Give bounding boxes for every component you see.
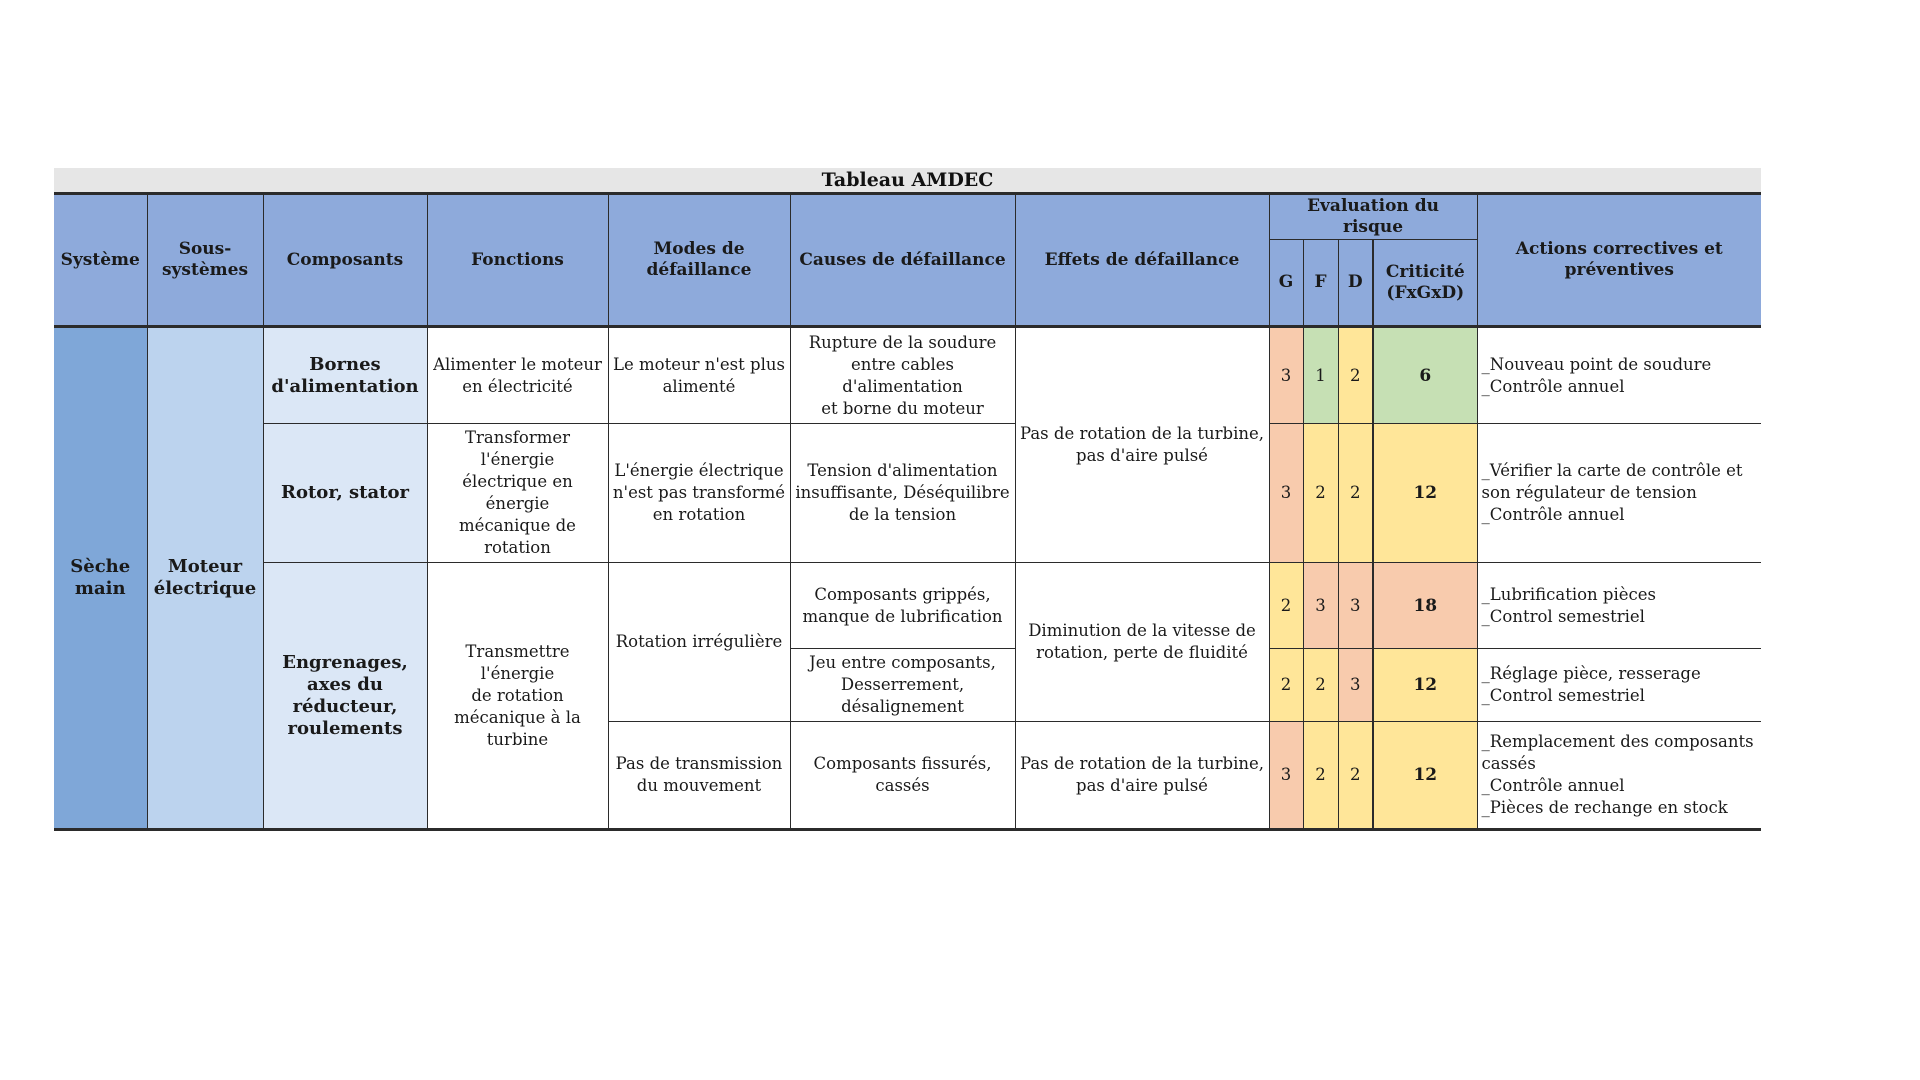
cause-cell: Composants grippés, manque de lubrification: [790, 563, 1015, 649]
action-item: _Control semestriel: [1481, 686, 1645, 705]
score-d: 3: [1338, 563, 1373, 649]
actions-cell: [1477, 327, 1761, 424]
composant-cell: Bornes d'alimentation: [263, 327, 427, 424]
header-f: F: [1303, 240, 1338, 327]
actions-cell: [1477, 649, 1761, 722]
table-row: [54, 563, 1761, 649]
criticite-cell: 6: [1373, 327, 1477, 424]
action-item: _Contrôle annuel: [1481, 505, 1625, 524]
cause-cell: Composants fissurés, cassés: [790, 722, 1015, 830]
header-d: D: [1338, 240, 1373, 327]
header-effets: Effets de défaillance: [1015, 194, 1269, 327]
score-f: 2: [1303, 424, 1338, 563]
action-item: _Remplacement des composants cassés: [1481, 732, 1754, 773]
action-item: _Control semestriel: [1481, 606, 1645, 626]
criticite-cell: 12: [1373, 722, 1477, 830]
cause-cell: Jeu entre composants, Desserrement, désalignement: [790, 649, 1015, 722]
criticite-cell: 18: [1373, 563, 1477, 649]
cause-cell: Tension d'alimentation insuffisante, Déséquilibre de la tension: [790, 424, 1015, 563]
mode-cell: Rotation irrégulière: [608, 563, 790, 722]
header-sous-systemes: Sous- systèmes: [147, 194, 263, 327]
action-item: _Vérifier la carte de contrôle et son régulateur de tension: [1481, 461, 1743, 502]
header-g: G: [1269, 240, 1303, 327]
mode-cell: Le moteur n'est plus alimenté: [608, 327, 790, 424]
mode-cell: L'énergie électrique n'est pas transformé en rotation: [608, 424, 790, 563]
score-g: 3: [1269, 424, 1303, 563]
score-g: 2: [1269, 649, 1303, 722]
composant-cell: Rotor, stator: [263, 424, 427, 563]
score-f: 1: [1303, 327, 1338, 424]
mode-cell: Pas de transmission du mouvement: [608, 722, 790, 830]
header-criticite: Criticité (FxGxD): [1373, 240, 1477, 327]
score-f: 2: [1303, 649, 1338, 722]
score-g: 2: [1269, 563, 1303, 649]
cause-cell: Rupture de la soudure entre cables d'alimentation et borne du moteur: [790, 327, 1015, 424]
score-d: 2: [1338, 722, 1373, 830]
action-item: _Nouveau point de soudure: [1481, 354, 1712, 374]
action-item: _Contrôle annuel: [1481, 376, 1625, 396]
action-item: _Pièces de rechange en stock: [1481, 798, 1728, 817]
amdec-table: [54, 192, 1761, 831]
effet-cell: Pas de rotation de la turbine, pas d'aire pulsé: [1015, 722, 1269, 830]
score-d: 3: [1338, 649, 1373, 722]
header-composants: Composants: [263, 194, 427, 327]
systeme-cell: Sèche main: [54, 327, 147, 830]
action-item: _Réglage pièce, resserage: [1481, 664, 1701, 683]
header-actions: Actions correctives et préventives: [1477, 194, 1761, 327]
header-systeme: Système: [54, 194, 147, 327]
actions-cell: [1477, 722, 1761, 830]
sous-systeme-cell: Moteur électrique: [147, 327, 263, 830]
table-row: [54, 327, 1761, 424]
score-g: 3: [1269, 722, 1303, 830]
composant-cell: Engrenages, axes du réducteur, roulements: [263, 563, 427, 830]
header-modes: Modes de défaillance: [608, 194, 790, 327]
criticite-cell: 12: [1373, 424, 1477, 563]
score-f: 2: [1303, 722, 1338, 830]
actions-cell: [1477, 424, 1761, 563]
fonction-cell: Alimenter le moteur en électricité: [427, 327, 608, 424]
action-item: _Contrôle annuel: [1481, 776, 1625, 795]
header-fonctions: Fonctions: [427, 194, 608, 327]
score-g: 3: [1269, 327, 1303, 424]
fonction-cell: Transformer l'énergie électrique en énergie mécanique de rotation: [427, 424, 608, 563]
score-d: 2: [1338, 424, 1373, 563]
table-row: [54, 424, 1761, 563]
criticite-cell: 12: [1373, 649, 1477, 722]
amdec-table-container: [54, 168, 1761, 831]
effet-cell: Pas de rotation de la turbine, pas d'aire pulsé: [1015, 327, 1269, 563]
header-causes: Causes de défaillance: [790, 194, 1015, 327]
score-f: 3: [1303, 563, 1338, 649]
effet-cell: Diminution de la vitesse de rotation, perte de fluidité: [1015, 563, 1269, 722]
table-title: Tableau AMDEC: [54, 168, 1761, 192]
fonction-cell: Transmettre l'énergie de rotation mécanique à la turbine: [427, 563, 608, 830]
header-evaluation: Evaluation du risque: [1269, 194, 1477, 240]
score-d: 2: [1338, 327, 1373, 424]
action-item: _Lubrification pièces: [1481, 584, 1656, 604]
actions-cell: [1477, 563, 1761, 649]
